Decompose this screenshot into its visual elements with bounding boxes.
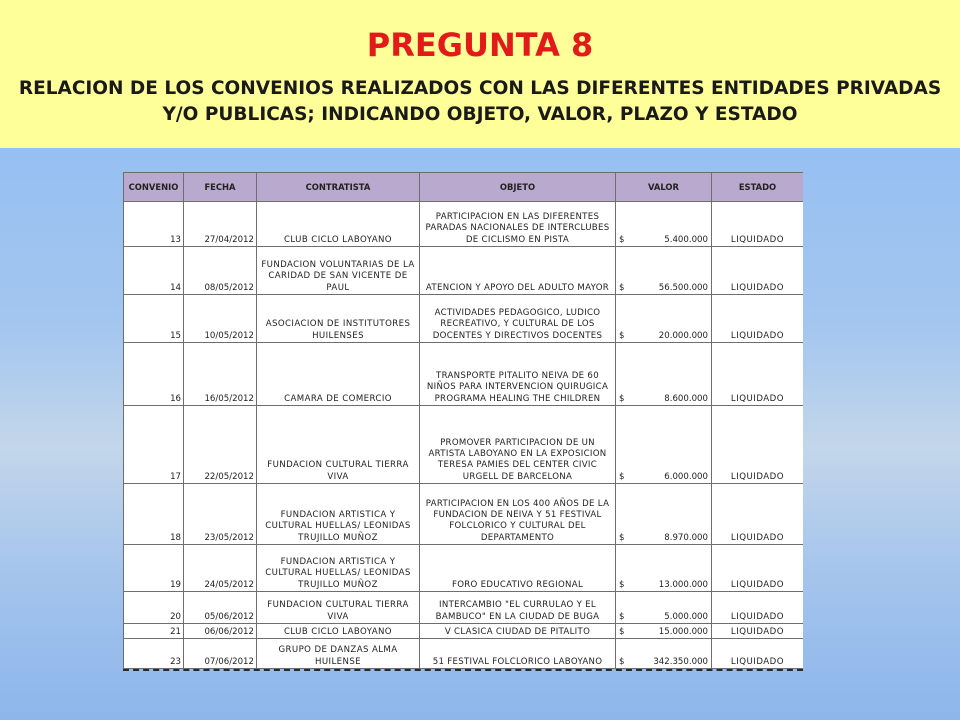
- valor-amount: 20.000.000: [658, 330, 708, 341]
- fecha-cell: 07/06/2012: [184, 639, 257, 669]
- convenio-cell: 18: [124, 484, 184, 545]
- valor-cell: [616, 343, 712, 406]
- convenio-cell: 13: [124, 202, 184, 247]
- valor-cell: [616, 624, 712, 639]
- objeto-cell: INTERCAMBIO "EL CURRULAO Y EL BAMBUCO" EN LA CIUDAD DE BUGA: [420, 592, 616, 624]
- contratista-cell: FUNDACION ARTISTICA Y CULTURAL HUELLAS/ LEONIDAS TRUJILLO MUÑOZ: [257, 545, 420, 592]
- convenio-cell: 20: [124, 592, 184, 624]
- currency-symbol: $: [619, 532, 625, 543]
- contratista-cell: CLUB CICLO LABOYANO: [257, 202, 420, 247]
- table-row: [124, 295, 804, 343]
- column-header-estado: ESTADO: [712, 173, 804, 202]
- currency-symbol: $: [619, 393, 625, 404]
- valor-cell: [616, 202, 712, 247]
- objeto-cell: PARTICIPACION EN LOS 400 AÑOS DE LA FUNDACION DE NEIVA Y 51 FESTIVAL FOLCLORICO Y CULTURAL DEL DEPARTAMENTO: [420, 484, 616, 545]
- table-row: [124, 406, 804, 484]
- fecha-cell: 06/06/2012: [184, 624, 257, 639]
- objeto-cell: 51 FESTIVAL FOLCLORICO LABOYANO: [420, 639, 616, 669]
- table-row: [124, 545, 804, 592]
- objeto-cell: ATENCION Y APOYO DEL ADULTO MAYOR: [420, 247, 616, 295]
- page-title: PREGUNTA 8: [366, 26, 594, 64]
- table-row: [124, 247, 804, 295]
- valor-cell: [616, 484, 712, 545]
- convenio-cell: 17: [124, 406, 184, 484]
- valor-amount: 15.000.000: [658, 626, 708, 637]
- convenio-cell: 15: [124, 295, 184, 343]
- valor-cell: [616, 295, 712, 343]
- estado-cell: LIQUIDADO: [712, 484, 804, 545]
- convenio-cell: 14: [124, 247, 184, 295]
- table-row: [124, 484, 804, 545]
- contratista-cell: FUNDACION CULTURAL TIERRA VIVA: [257, 592, 420, 624]
- valor-cell: [616, 639, 712, 669]
- table-row: [124, 592, 804, 624]
- fecha-cell: 24/05/2012: [184, 545, 257, 592]
- valor-amount: 6.000.000: [664, 471, 708, 482]
- currency-symbol: $: [619, 626, 625, 637]
- subtitle-line-1: RELACION DE LOS CONVENIOS REALIZADOS CON LAS DIFERENTES ENTIDADES PRIVADAS: [18, 78, 942, 99]
- convenio-cell: 21: [124, 624, 184, 639]
- table-header-row: [124, 173, 804, 202]
- contratista-cell: FUNDACION CULTURAL TIERRA VIVA: [257, 406, 420, 484]
- contratista-cell: FUNDACION VOLUNTARIAS DE LA CARIDAD DE SAN VICENTE DE PAUL: [257, 247, 420, 295]
- table-row: [124, 343, 804, 406]
- estado-cell: LIQUIDADO: [712, 545, 804, 592]
- valor-cell: [616, 592, 712, 624]
- convenio-cell: 19: [124, 545, 184, 592]
- column-header-contratista: CONTRATISTA: [257, 173, 420, 202]
- currency-symbol: $: [619, 579, 625, 590]
- fecha-cell: 10/05/2012: [184, 295, 257, 343]
- convenios-table-container: [123, 172, 803, 669]
- objeto-cell: V CLASICA CIUDAD DE PITALITO: [420, 624, 616, 639]
- contratista-cell: GRUPO DE DANZAS ALMA HUILENSE: [257, 639, 420, 669]
- estado-cell: LIQUIDADO: [712, 639, 804, 669]
- convenio-cell: 23: [124, 639, 184, 669]
- contratista-cell: CLUB CICLO LABOYANO: [257, 624, 420, 639]
- currency-symbol: $: [619, 234, 625, 245]
- objeto-cell: PROMOVER PARTICIPACION DE UN ARTISTA LABOYANO EN LA EXPOSICION TERESA PAMIES DEL CENTER CIVIC URGELL DE BARCELONA: [420, 406, 616, 484]
- estado-cell: LIQUIDADO: [712, 247, 804, 295]
- table-row: [124, 624, 804, 639]
- convenios-table: [123, 172, 803, 669]
- valor-cell: [616, 545, 712, 592]
- objeto-cell: PARTICIPACION EN LAS DIFERENTES PARADAS NACIONALES DE INTERCLUBES DE CICLISMO EN PISTA: [420, 202, 616, 247]
- valor-cell: [616, 406, 712, 484]
- valor-amount: 56.500.000: [658, 282, 708, 293]
- title-banner: [0, 0, 960, 148]
- subtitle-line-2: Y/O PUBLICAS; INDICANDO OBJETO, VALOR, PLAZO Y ESTADO: [162, 104, 798, 125]
- contratista-cell: ASOCIACION DE INSTITUTORES HUILENSES: [257, 295, 420, 343]
- valor-cell: [616, 247, 712, 295]
- table-bottom-dashed-border: [123, 669, 803, 671]
- contratista-cell: CAMARA DE COMERCIO: [257, 343, 420, 406]
- objeto-cell: FORO EDUCATIVO REGIONAL: [420, 545, 616, 592]
- valor-amount: 5.400.000: [664, 234, 708, 245]
- objeto-cell: ACTIVIDADES PEDAGOGICO, LUDICO RECREATIVO, Y CULTURAL DE LOS DOCENTES Y DIRECTIVOS DOCENTES: [420, 295, 616, 343]
- currency-symbol: $: [619, 471, 625, 482]
- table-row: [124, 202, 804, 247]
- fecha-cell: 16/05/2012: [184, 343, 257, 406]
- column-header-valor: VALOR: [616, 173, 712, 202]
- convenio-cell: 16: [124, 343, 184, 406]
- currency-symbol: $: [619, 330, 625, 341]
- valor-amount: 8.970.000: [664, 532, 708, 543]
- estado-cell: LIQUIDADO: [712, 343, 804, 406]
- fecha-cell: 08/05/2012: [184, 247, 257, 295]
- objeto-cell: TRANSPORTE PITALITO NEIVA DE 60 NIÑOS PARA INTERVENCION QUIRUGICA PROGRAMA HEALING THE CHILDREN: [420, 343, 616, 406]
- valor-amount: 342.350.000: [653, 656, 708, 667]
- page-subtitle: [0, 76, 960, 128]
- estado-cell: LIQUIDADO: [712, 202, 804, 247]
- estado-cell: LIQUIDADO: [712, 592, 804, 624]
- estado-cell: LIQUIDADO: [712, 406, 804, 484]
- valor-amount: 8.600.000: [664, 393, 708, 404]
- table-row: [124, 639, 804, 669]
- contratista-cell: FUNDACION ARTISTICA Y CULTURAL HUELLAS/ LEONIDAS TRUJILLO MUÑOZ: [257, 484, 420, 545]
- estado-cell: LIQUIDADO: [712, 624, 804, 639]
- column-header-convenio: CONVENIO: [124, 173, 184, 202]
- column-header-fecha: FECHA: [184, 173, 257, 202]
- estado-cell: LIQUIDADO: [712, 295, 804, 343]
- fecha-cell: 05/06/2012: [184, 592, 257, 624]
- fecha-cell: 22/05/2012: [184, 406, 257, 484]
- fecha-cell: 23/05/2012: [184, 484, 257, 545]
- currency-symbol: $: [619, 282, 625, 293]
- valor-amount: 5.000.000: [664, 611, 708, 622]
- valor-amount: 13.000.000: [658, 579, 708, 590]
- column-header-objeto: OBJETO: [420, 173, 616, 202]
- currency-symbol: $: [619, 656, 625, 667]
- fecha-cell: 27/04/2012: [184, 202, 257, 247]
- currency-symbol: $: [619, 611, 625, 622]
